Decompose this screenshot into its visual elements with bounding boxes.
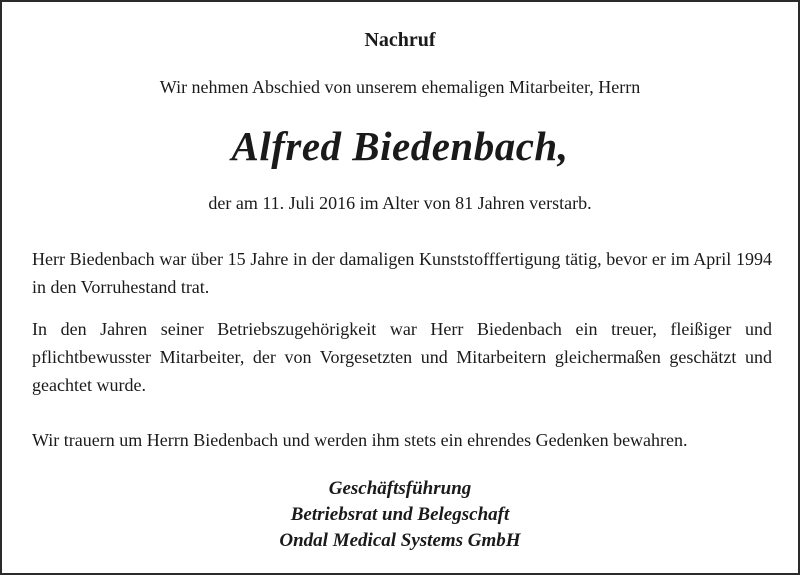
signature-works-council: Betriebsrat und Belegschaft [290, 504, 510, 525]
signature-management: Geschäftsführung [328, 478, 472, 499]
death-date-line: der am 11. Juli 2016 im Alter von 81 Jahren verstarb. [208, 193, 592, 213]
deceased-name: Alfred Biedenbach, [231, 123, 569, 169]
signature-company: Ondal Medical Systems GmbH [279, 530, 521, 551]
intro-line: Wir nehmen Abschied von unserem ehemaligen Mitarbeiter, Herrn [159, 77, 641, 97]
notice-heading: Nachruf [364, 29, 436, 51]
paragraph-character: In den Jahren seiner Betriebszugehörigkeit war Herr Biedenbach ein treuer, fleißiger und pflichtbewusster Mitarbeiter, der von Vorgesetzten und Mitarbeitern gleichermaßen geschätzt und geachtet wurde. [32, 319, 772, 395]
signature-block [2, 476, 798, 554]
paragraph-mourning: Wir trauern um Herrn Biedenbach und werden ihm stets ein ehrendes Gedenken bewahren. [32, 430, 688, 450]
paragraph-employment: Herr Biedenbach war über 15 Jahre in der damaligen Kunststofffertigung tätig, bevor er im April 1994 in den Vorruhestand trat. [32, 249, 772, 297]
